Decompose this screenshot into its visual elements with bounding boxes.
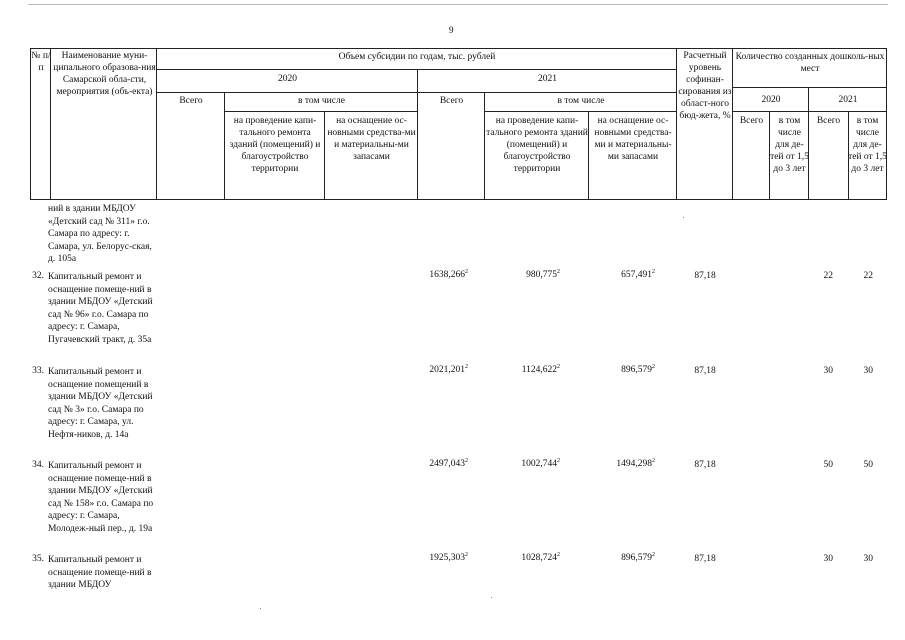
row-number: 33. [32,366,44,376]
top-rule [28,4,888,5]
header-no: № п/п [31,51,51,73]
row-equip-2021: 1494,298$^2$ [616,458,655,469]
header-repair-2020: на проведение капи-тального ремонта зданий (помещений) и благоустройство территории [229,116,321,174]
row-places-total-2021: 30 [823,366,833,376]
scan-speck [491,597,492,598]
row-total-2021: 2497,043$^2$ [429,458,468,469]
row-equip-2021: 657,491$^2$ [621,269,655,280]
scan-speck [683,217,684,218]
header-year-2021: 2021 [538,74,557,84]
row-name: ний в здании МБДОУ «Детский сад № 311» г.о. Самара по адресу: г. Самара, ул. Белорус-ская, д. 105а [48,204,152,264]
row-rate: 87,18 [694,271,716,281]
row-number: 35. [32,554,44,564]
header-places-total-2021: Всего [816,116,841,126]
header-repair-2021: на проведение капи-тального ремонта зданий (помещений) и благоустройство территории [486,116,588,174]
row-equip-2021: 896,579$^2$ [621,364,655,375]
row-equip-2021: 896,579$^2$ [621,552,655,563]
row-repair-2021: 1028,724$^2$ [521,552,560,563]
header-year-2020: 2020 [278,74,297,84]
header-including-2020: в том числе [298,96,345,106]
header-places: Количество созданных дошколь-ных мест [735,52,885,74]
header-total-2021: Всего [439,96,464,106]
row-name: Капитальный ремонт и оснащение помещений в здании МБДОУ «Детский сад № 3» г.о. Самара по адресу: г. Самара, ул. Нефтя-ников, д. 14а [48,367,153,440]
row-name: Капитальный ремонт и оснащение помеще-ний в здании МБДОУ [48,555,152,590]
page-number: 9 [449,25,454,35]
header-places-2021: 2021 [838,95,858,105]
header-name: Наименование муни-ципального образова-ния Самарской обла-сти, мероприятия (объ-екта) [53,51,156,97]
row-places-total-2021: 50 [823,460,833,470]
header-subsidy: Объем субсидии по годам, тыс. рублей [338,52,496,62]
header-places-sub-2020: в том числе для де-тей от 1,5 до 3 лет [770,116,809,174]
header-equip-2020: на оснащение ос-новными средства-ми и материальны-ми запасами [327,116,416,162]
row-places-sub-2021: 22 [863,271,873,281]
row-rate: 87,18 [694,460,716,470]
row-repair-2021: 980,775$^2$ [526,269,560,280]
row-places-total-2021: 30 [823,554,833,564]
header-places-sub-2021: в том числе для де-тей от 1,5 до 3 лет [848,116,887,174]
row-number: 34. [32,460,44,470]
row-places-sub-2021: 30 [863,554,873,564]
row-total-2021: 1638,266$^2$ [429,269,468,280]
header-places-2020: 2020 [761,95,781,105]
row-places-sub-2021: 30 [863,366,873,376]
header-total-2020: Всего [179,96,203,106]
row-total-2021: 2021,201$^2$ [429,364,468,375]
row-number: 32. [32,271,44,281]
row-repair-2021: 1124,622$^2$ [521,364,560,375]
row-places-total-2021: 22 [823,271,833,281]
scan-speck [260,608,261,609]
row-repair-2021: 1002,744$^2$ [521,458,560,469]
row-name: Капитальный ремонт и оснащение помеще-ний в здании МБДОУ «Детский сад № 96» г.о. Самара по адресу: г. Самара, Пугачевский тракт, д. 35а [48,272,153,345]
header-including-2021: в том числе [557,96,605,106]
row-total-2021: 1925,303$^2$ [429,552,468,563]
row-rate: 87,18 [694,366,716,376]
header-equip-2021: на оснащение ос-новными средства-ми и материальны-ми запасами [594,116,672,162]
row-rate: 87,18 [694,554,716,564]
header-places-total-2020: Всего [739,116,764,126]
row-name: Капитальный ремонт и оснащение помеще-ний в здании МБДОУ «Детский сад № 158» г.о. Самара по адресу: г. Самара, Молодеж-ный пер., д. 19а [48,461,154,534]
header-rate: Расчетный уровень софинан-сирования из област-ного бюд-жета, % [678,51,732,121]
row-places-sub-2021: 50 [863,460,873,470]
